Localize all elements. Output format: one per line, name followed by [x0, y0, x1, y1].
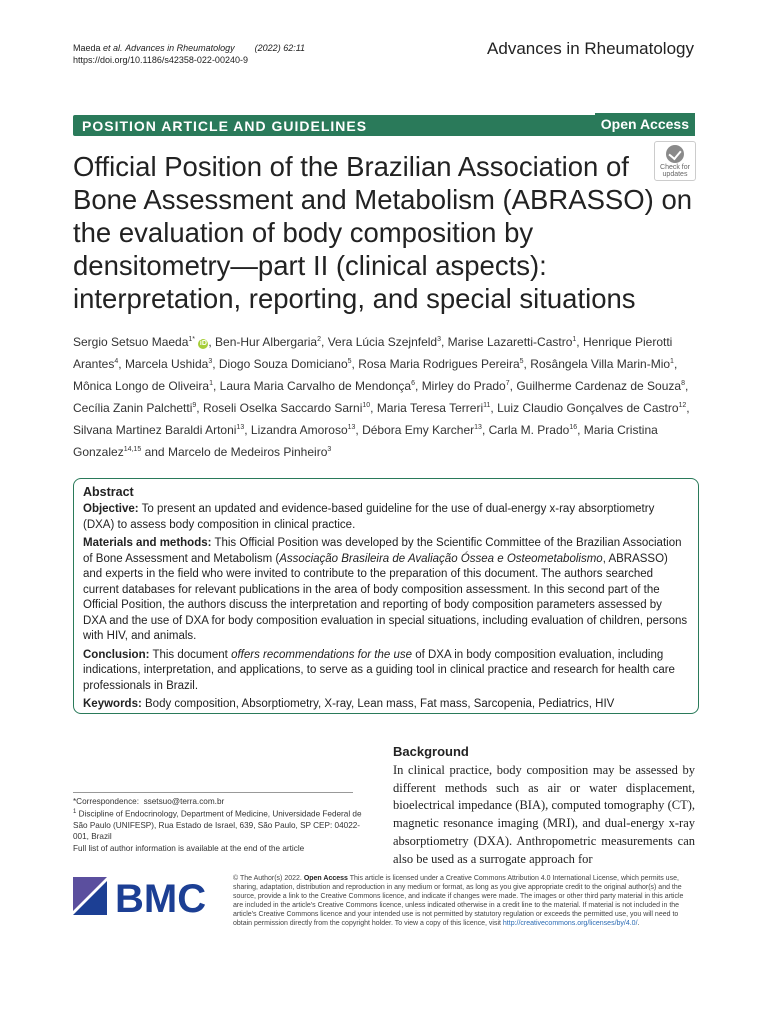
article-type: POSITION ARTICLE AND GUIDELINES	[82, 118, 368, 134]
author-name[interactable]: Diogo Souza Domiciano	[218, 357, 348, 371]
footnote-divider	[73, 792, 353, 793]
author-name[interactable]: Marcela Ushida	[124, 357, 209, 371]
author-affiliation-sup: 3	[437, 336, 441, 343]
bmc-logo-graphic	[73, 877, 218, 917]
conclusion-text-a: This document	[152, 648, 228, 661]
article-type-banner	[73, 115, 695, 136]
author-affiliation-sup: 4	[114, 358, 119, 365]
author-affiliation-sup: 7	[505, 380, 510, 387]
author-affiliation-sup: 13	[347, 424, 356, 431]
check-updates-line2: updates	[662, 171, 688, 178]
correspondence-label: *Correspondence:	[73, 797, 139, 806]
header-citation	[73, 42, 305, 66]
open-access-badge: Open Access	[595, 113, 695, 136]
abstract-methods	[83, 536, 688, 645]
author-affiliation-sup: 8	[681, 380, 685, 387]
author-affiliation-sup: 1	[670, 358, 674, 365]
affiliation-number: 1	[73, 809, 77, 816]
abstract-heading: Abstract	[83, 485, 134, 499]
author-name[interactable]: Mônica Longo de Oliveira	[73, 379, 210, 393]
affiliation-text: Discipline of Endocrinology, Department of Medicine, Universidade Federal de São Paulo (UNIFESP), Rua Estado de Israel, 639, São Paulo, SP CEP: 04022-001, Brazil	[73, 809, 362, 842]
objective-label: Objective:	[83, 503, 139, 515]
author-list: Sergio Setsuo Maeda$^{1*}$ iD , Ben-Hur Albergaria$^2$, Vera Lúcia Szejnfeld$^3$, Marise Lazaretti-Castro$^1$, Henrique Pierotti Arantes$^4$, Marcela Ushida$^3$, Diogo Souza Domiciano$^5$, Rosa Maria Rodrigues Pereira$^5$, Rosângela Villa Marin-Mio$^1$, Mônica Longo de Oliveira$^1$, Laura Maria Carvalho de Mendonça$^6$, Mirley do Prado$^7$, Guilherme Cardenaz de Souza$^8$, Cecília Zanin Palchetti$^9$, Roseli Oselka Saccardo Sarni$^{10}$, Maria Teresa Terreri$^{11}$, Luiz Claudio Gonçalves de Castro$^{12}$, Silvana Martinez Baraldi Artoni$^{13}$, Lizandra Amoroso$^{13}$, Débora Emy Karcher$^{13}$, Carla M. Prado$^{16}$, Maria Cristina Gonzalez$^{14,15}$ and Marcelo de Medeiros Pinheiro$^3$	[73, 335, 690, 459]
header-journal-short: Advances in Rheumatology	[125, 43, 235, 53]
article-title: Official Position of the Brazilian Association of Bone Assessment and Metabolism (ABRASSO) on the evaluation of body composition by densitometry—part II (clinical aspects): interpretation, reporting, and special situations	[73, 151, 693, 314]
license-statement	[233, 874, 695, 929]
author-info-note: Full list of author information is available at the end of the article	[73, 843, 305, 853]
header-year-volume: (2022) 62:11	[254, 43, 306, 53]
methods-text-italic: Associação Brasileira de Avaliação Óssea e Osteometabolismo	[279, 552, 603, 565]
author-name[interactable]: Silvana Martinez Baraldi Artoni	[73, 423, 237, 437]
correspondence-note	[73, 796, 363, 854]
abstract-objective	[83, 502, 688, 533]
author-affiliation-sup: 3	[208, 358, 213, 365]
author-affiliation-sup: 13	[474, 424, 482, 431]
author-name[interactable]: Ben-Hur Albergaria	[215, 335, 318, 349]
author-name[interactable]: Cecília Zanin Palchetti	[73, 401, 193, 415]
author-affiliation-sup: 1	[209, 380, 213, 387]
header-authors: Maeda	[73, 43, 101, 53]
author-affiliation-sup: 5	[519, 358, 524, 365]
bmc-logo-text: BMC	[115, 877, 207, 917]
conclusion-text-italic: offers recommendations for the use	[231, 648, 412, 661]
author-affiliation-sup: 6	[411, 380, 416, 387]
journal-name: Advances in Rheumatology	[487, 39, 694, 58]
orcid-icon[interactable]: iD	[199, 340, 207, 347]
author-name[interactable]: Lizandra Amoroso	[250, 423, 348, 437]
author-name[interactable]: Rosângela Villa Marin-Mio	[530, 357, 671, 371]
background-text: In clinical practice, body composition may be assessed by different methods such as air or water displacement, bioelectrical impedance (BIA), computed tomography (CT), magnetic resonance imaging (MRI), and dual-energy x-ray absorptiometry (DXA). Anthropometric measurements can also be used as a surrogate approach for	[393, 763, 695, 866]
license-end: .	[637, 920, 640, 928]
author-name[interactable]: Roseli Oselka Saccardo Sarni	[202, 401, 363, 415]
keywords-label: Keywords:	[83, 698, 142, 710]
author-name[interactable]: Marise Lazaretti-Castro	[447, 335, 573, 349]
author-affiliation-sup: 5	[347, 358, 352, 365]
author-affiliation-sup: 16	[569, 424, 578, 431]
conclusion-text-b: of DXA in body composition evaluation, including indications, interpretation, and applications, to serve as a guiding tool in clinical practice and research for health care professionals in Brazil.	[83, 648, 675, 692]
author-name[interactable]: Mirley do Prado	[421, 379, 506, 393]
author-affiliation-sup: 12	[678, 402, 687, 409]
author-affiliation-sup: 2	[317, 336, 322, 343]
methods-label: Materials and methods:	[83, 537, 212, 549]
author-name[interactable]: Débora Emy Karcher	[362, 423, 475, 437]
author-name[interactable]: Maria Cristina Gonzalez	[73, 423, 658, 459]
author-affiliation-sup: 3	[327, 446, 332, 453]
abstract-conclusion	[83, 648, 688, 695]
methods-text-b: , ABRASSO) and experts in the field who were invited to contribute to the preparation of this document. The authors searched current databases for relevant publications in the area of body composition assessment. In this second part of the Official Position, the authors discuss the interpretation and reporting of body composition parameters assessed by DXA and the use of DXA for body composition evaluation in special situations, including evaluation of children, persons with HIV, and animals.	[83, 552, 688, 642]
check-updates-line1: Check for	[660, 164, 690, 171]
author-affiliation-sup: 14,15	[123, 446, 142, 453]
license-open-access: Open Access	[303, 875, 348, 882]
author-name[interactable]: Henrique Pierotti Arantes	[73, 335, 673, 371]
author-name[interactable]: Marcelo de Medeiros Pinheiro	[167, 445, 328, 459]
header-doi-link[interactable]: https://doi.org/10.1186/s42358-022-00240-9	[73, 55, 248, 65]
authors-and: and	[144, 445, 165, 459]
author-affiliation-sup: 10	[362, 402, 371, 409]
author-name[interactable]: Sergio Setsuo Maeda	[73, 335, 189, 349]
keywords-text: Body composition, Absorptiometry, X-ray, Lean mass, Fat mass, Sarcopenia, Pediatrics, HIV	[145, 698, 615, 710]
license-link[interactable]: http://creativecommons.org/licenses/by/4.0/	[502, 920, 638, 928]
license-lead: © The Author(s) 2022.	[233, 875, 302, 882]
header-etal: et al.	[103, 43, 123, 53]
bmc-logo	[73, 877, 218, 922]
author-name[interactable]: Rosa Maria Rodrigues Pereira	[358, 357, 520, 371]
author-affiliation-sup: 9	[192, 402, 197, 409]
author-name[interactable]: Laura Maria Carvalho de Mendonça	[219, 379, 412, 393]
conclusion-label: Conclusion:	[83, 648, 150, 661]
abstract-keywords	[83, 697, 688, 713]
author-name[interactable]: Vera Lúcia Szejnfeld	[327, 335, 438, 349]
license-text: This article is licensed under a Creative Commons Attribution 4.0 International License, which permits use, sharing, adaptation, distribution and reproduction in any medium or format, as long as you give appropriate credit to the original author(s) and the source, provide a link to the Creative Commons licence, and indicate if changes were made. The images or other third party material in this article are included in the article's Creative Commons licence, unless indicated otherwise in a credit line to the material. If material is not included in the article's Creative Commons licence and your intended use is not permitted by statutory regulation or exceeds the permitted use, you will need to obtain permission directly from the copyright holder. To view a copy of this licence, visit	[233, 875, 684, 928]
methods-text-a: This Official Position was developed by the Scientific Committee of the Brazilian Association of Bone Assessment and Metabolism (	[83, 537, 682, 565]
objective-text: To present an updated and evidence-based guideline for the use of dual-energy x-ray absorptiometry (DXA) to assess body composition in clinical practice.	[83, 503, 655, 531]
author-name[interactable]: Luiz Claudio Gonçalves de Castro	[497, 401, 679, 415]
author-name[interactable]: Maria Teresa Terreri	[376, 401, 484, 415]
author-affiliation-sup: 1	[572, 336, 577, 343]
background-heading: Background	[393, 744, 469, 759]
abstract-box	[73, 478, 699, 714]
correspondence-email[interactable]: ssetsuo@terra.com.br	[143, 797, 225, 806]
author-affiliation-sup: 1*	[188, 336, 196, 343]
author-name[interactable]: Carla M. Prado	[488, 423, 570, 437]
author-affiliation-sup: 11	[483, 402, 491, 409]
author-affiliation-sup: 13	[236, 424, 245, 431]
author-name[interactable]: Guilherme Cardenaz de Souza	[516, 379, 682, 393]
